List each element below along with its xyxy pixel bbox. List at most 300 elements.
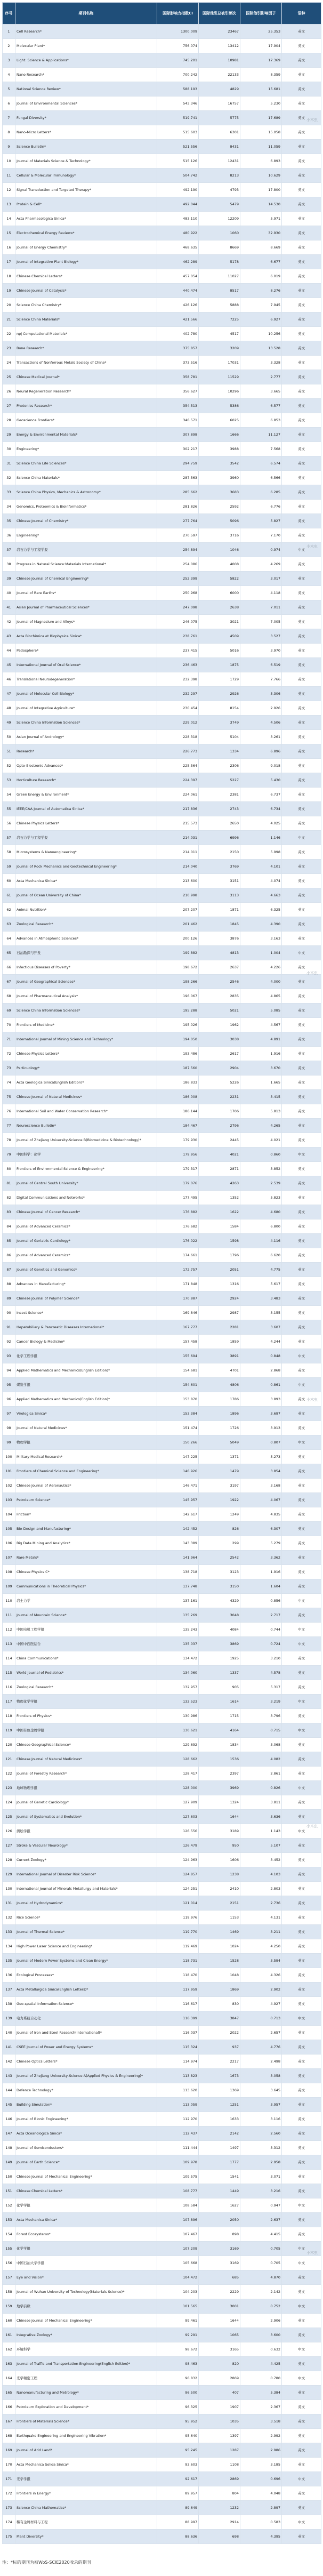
row-rank: 122 (3, 1767, 15, 1781)
row-impact-factor: 2.560 (240, 2126, 282, 2141)
row-ci-index: 151.474 (157, 1421, 199, 1435)
row-journal-name: Chinese Physics Letters* (15, 1047, 157, 1061)
table-row (3, 1162, 321, 1176)
row-ci-index: 375.857 (157, 341, 199, 356)
row-impact-factor: 6.893 (240, 154, 282, 168)
table-row (3, 1349, 321, 1363)
table-row (3, 2126, 321, 2141)
row-rank: 30 (3, 442, 15, 456)
table-row (3, 687, 321, 701)
row-rank: 174 (3, 2515, 15, 2530)
table-row (3, 975, 321, 989)
row-citations: 3847 (199, 2011, 240, 2026)
row-citations: 1706 (199, 1104, 240, 1119)
row-citations: 3197 (199, 1479, 240, 1493)
row-impact-factor: 2.861 (240, 1767, 282, 1781)
row-journal-name: Cellular & Molecular Immunology* (15, 168, 157, 183)
row-journal-name: Journal of Integrative Agriculture* (15, 701, 157, 716)
row-ci-index: 176.882 (157, 1205, 199, 1219)
row-language: 英文 (282, 442, 321, 456)
row-rank: 61 (3, 888, 15, 903)
row-rank: 113 (3, 1637, 15, 1651)
table-row (3, 629, 321, 644)
row-language: 英文 (282, 1479, 321, 1493)
row-language: 英文 (282, 1291, 321, 1306)
row-impact-factor: 3.185 (240, 2458, 282, 2472)
row-journal-name: Photonics Research* (15, 399, 157, 413)
row-journal-name: Fungal Diversity* (15, 111, 157, 125)
row-impact-factor: 1.146 (240, 831, 282, 845)
row-language: 英文 (282, 2400, 321, 2414)
row-language: 英文 (282, 586, 321, 600)
row-impact-factor: 5.998 (240, 845, 282, 860)
row-impact-factor: 0.752 (240, 2299, 282, 2314)
row-impact-factor: 0.715 (240, 1723, 282, 1738)
row-language: 英文 (282, 2055, 321, 2069)
row-rank: 86 (3, 1248, 15, 1263)
row-impact-factor: 4.118 (240, 586, 282, 600)
row-citations: 1397 (199, 2429, 240, 2443)
row-rank: 138 (3, 1997, 15, 2011)
journal-ranking-table (2, 2, 321, 2544)
row-ci-index: 113.620 (157, 2083, 199, 2098)
table-row (3, 831, 321, 845)
row-rank: 154 (3, 2227, 15, 2242)
row-ci-index: 99.291 (157, 2328, 199, 2342)
header-citations: 国际他引总被引频次 (199, 3, 240, 25)
row-language: 中文 (282, 1781, 321, 1795)
row-journal-name: Science Bulletin* (15, 140, 157, 154)
row-rank: 119 (3, 1723, 15, 1738)
row-language: 英文 (282, 82, 321, 97)
row-rank: 111 (3, 1608, 15, 1623)
row-language: 英文 (282, 370, 321, 384)
row-citations: 3716 (199, 528, 240, 543)
table-row (3, 1133, 321, 1147)
row-journal-name: Cell Research* (15, 25, 157, 39)
row-citations: 905 (199, 1680, 240, 1695)
row-journal-name: Digital Communications and Networks* (15, 1191, 157, 1205)
row-journal-name: Chinese Journal of Aeronautics* (15, 1479, 157, 1493)
row-impact-factor: 5.384 (240, 2386, 282, 2400)
row-citations: 2869 (199, 2371, 240, 2386)
row-language: 英文 (282, 572, 321, 586)
watermark: 小木虫 (306, 118, 318, 122)
row-impact-factor: 0.861 (240, 1378, 282, 1392)
row-rank: 18 (3, 269, 15, 284)
row-impact-factor: 6.776 (240, 500, 282, 514)
row-ci-index: 198.672 (157, 960, 199, 975)
row-ci-index: 194.050 (157, 1032, 199, 1047)
row-journal-name: Journal of Integrative Plant Biology* (15, 255, 157, 269)
row-ci-index: 113.823 (157, 2069, 199, 2083)
row-impact-factor: 8.669 (240, 240, 282, 255)
row-impact-factor: 0.947 (240, 2198, 282, 2213)
table-row (3, 1666, 321, 1680)
row-citations: 1584 (199, 1219, 240, 1234)
row-language: 英文 (282, 960, 321, 975)
table-row (3, 2530, 321, 2544)
row-ci-index: 155.694 (157, 1349, 199, 1363)
row-ci-index: 95.640 (157, 2429, 199, 2443)
row-journal-name: Building Simulation* (15, 2098, 157, 2112)
row-rank: 83 (3, 1205, 15, 1219)
row-ci-index: 109.575 (157, 2170, 199, 2184)
row-rank: 126 (3, 1824, 15, 1839)
row-citations: 1644 (199, 1810, 240, 1824)
row-language: 英文 (282, 1392, 321, 1407)
row-citations: 2229 (199, 2285, 240, 2299)
table-row (3, 2112, 321, 2126)
table-row (3, 1407, 321, 1421)
row-rank: 14 (3, 212, 15, 226)
row-ci-index: 195.026 (157, 1018, 199, 1032)
row-rank: 158 (3, 2285, 15, 2299)
row-impact-factor: 5.971 (240, 212, 282, 226)
row-rank: 99 (3, 1435, 15, 1450)
row-journal-name: Journal of Zhejiang University-Science B(Biomedicine & Biotechnology)* (15, 1133, 157, 1147)
row-rank: 149 (3, 2155, 15, 2170)
row-impact-factor: 3.796 (240, 1709, 282, 1723)
row-journal-name: Applied Mathematics and Mechanics(English Edition)* (15, 1392, 157, 1407)
row-impact-factor: 2.986 (240, 2443, 282, 2458)
row-impact-factor: 4.835 (240, 1507, 282, 1522)
table-row (3, 802, 321, 816)
row-language: 英文 (282, 97, 321, 111)
row-rank: 175 (3, 2530, 15, 2544)
table-row (3, 1277, 321, 1291)
table-header-row (3, 3, 321, 25)
row-ci-index: 179.317 (157, 1162, 199, 1176)
table-row (3, 1968, 321, 1983)
row-journal-name: Petroleum Science* (15, 1493, 157, 1507)
row-language: 英文 (282, 111, 321, 125)
row-language: 中文 (282, 2371, 321, 2386)
row-rank: 13 (3, 197, 15, 212)
row-journal-name: Chinese Physics Letters* (15, 816, 157, 831)
row-language: 英文 (282, 989, 321, 1004)
row-language: 英文 (282, 802, 321, 816)
row-citations: 1875 (199, 658, 240, 672)
row-ci-index: 210.998 (157, 888, 199, 903)
row-impact-factor: 2.868 (240, 1363, 282, 1378)
row-ci-index: 111.444 (157, 2141, 199, 2155)
row-journal-name: Neuroscience Bulletin* (15, 1119, 157, 1133)
row-citations: 4813 (199, 946, 240, 960)
row-rank: 76 (3, 1104, 15, 1119)
row-language: 英文 (282, 2083, 321, 2098)
row-journal-name: Science China Materials* (15, 312, 157, 327)
row-ci-index: 254.894 (157, 543, 199, 557)
row-journal-name: Journal of Traffic and Transportation Engineering(English Edition)* (15, 2357, 157, 2371)
row-language: 英文 (282, 1666, 321, 1680)
row-language: 英文 (282, 2227, 321, 2242)
row-impact-factor: 3.854 (240, 1464, 282, 1479)
row-citations: 1536 (199, 1752, 240, 1767)
row-ci-index: 285.662 (157, 485, 199, 500)
row-impact-factor: 10.256 (240, 327, 282, 341)
row-language: 英文 (282, 1767, 321, 1781)
table-row (3, 960, 321, 975)
row-language: 中文 (282, 1723, 321, 1738)
row-rank: 85 (3, 1234, 15, 1248)
row-ci-index: 250.968 (157, 586, 199, 600)
row-journal-name: Chinese Journal of Catalysis* (15, 284, 157, 298)
row-citations: 2410 (199, 1882, 240, 1896)
row-journal-name: Journal of Thermal Science* (15, 1925, 157, 1939)
row-impact-factor: 1.604 (240, 1579, 282, 1594)
row-journal-name: Frontiers of Environmental Science & Engineering* (15, 1162, 157, 1176)
row-journal-name: Integrative Zoology* (15, 2328, 157, 2342)
row-language: 中文 (282, 1349, 321, 1363)
row-ci-index: 119.976 (157, 1911, 199, 1925)
row-rank: 156 (3, 2256, 15, 2270)
row-impact-factor: 4.082 (240, 1752, 282, 1767)
row-rank: 57 (3, 831, 15, 845)
row-rank: 168 (3, 2429, 15, 2443)
table-row (3, 1882, 321, 1896)
row-rank: 102 (3, 1479, 15, 1493)
row-ci-index: 468.635 (157, 240, 199, 255)
table-row (3, 1824, 321, 1839)
row-impact-factor: 5.273 (240, 1450, 282, 1464)
row-journal-name: Neural Regeneration Research* (15, 384, 157, 399)
row-journal-name: Virologica Sinica* (15, 1407, 157, 1421)
table-row (3, 442, 321, 456)
table-row (3, 2386, 321, 2400)
row-impact-factor: 8.359 (240, 68, 282, 82)
row-citations: 685 (199, 2270, 240, 2285)
row-impact-factor: 2.142 (240, 2285, 282, 2299)
row-citations: 5775 (199, 111, 240, 125)
row-citations: 3969 (199, 1781, 240, 1795)
row-ci-index: 89.649 (157, 2501, 199, 2515)
table-row (3, 97, 321, 111)
row-impact-factor: 13.528 (240, 341, 282, 356)
row-journal-name: Frontiers of Physics* (15, 1709, 157, 1723)
table-row (3, 903, 321, 917)
row-impact-factor: 3.163 (240, 932, 282, 946)
row-journal-name: Acta Biochimica et Biophysica Sinica* (15, 629, 157, 644)
row-language: 英文 (282, 1493, 321, 1507)
table-row (3, 500, 321, 514)
table-row (3, 2242, 321, 2256)
row-citations: 3169 (199, 2256, 240, 2270)
table-row (3, 1464, 321, 1479)
table-row (3, 946, 321, 960)
row-journal-name: High Power Laser Science and Engineering* (15, 1939, 157, 1954)
row-ci-index: 237.415 (157, 644, 199, 658)
row-ci-index: 114.974 (157, 2055, 199, 2069)
row-language: 英文 (282, 2170, 321, 2184)
row-journal-name: Frontiers of Materials Science* (15, 2414, 157, 2429)
row-ci-index: 187.560 (157, 1061, 199, 1076)
row-citations: 1644 (199, 2314, 240, 2328)
row-ci-index: 521.556 (157, 140, 199, 154)
row-language: 英文 (282, 2155, 321, 2170)
row-language: 英文 (282, 658, 321, 672)
row-ci-index: 92.617 (157, 2472, 199, 2486)
table-row (3, 25, 321, 39)
row-journal-name: Science China Information Sciences* (15, 1004, 157, 1018)
row-citations: 2650 (199, 816, 240, 831)
table-row (3, 2472, 321, 2486)
row-citations: 3048 (199, 1608, 240, 1623)
row-language: 中文 (282, 831, 321, 845)
row-rank: 171 (3, 2472, 15, 2486)
row-ci-index: 700.242 (157, 68, 199, 82)
row-citations: 8213 (199, 168, 240, 183)
table-row (3, 1018, 321, 1032)
row-citations: 820 (199, 2357, 240, 2371)
row-journal-name: 光学精密工程 (15, 2371, 157, 2386)
row-citations: 5016 (199, 644, 240, 658)
table-row (3, 1608, 321, 1623)
row-rank: 140 (3, 2026, 15, 2040)
table-row (3, 298, 321, 312)
row-citations: 2987 (199, 1306, 240, 1320)
table-row (3, 917, 321, 932)
row-language: 英文 (282, 860, 321, 874)
row-rank: 77 (3, 1119, 15, 1133)
row-ci-index: 157.458 (157, 1335, 199, 1349)
row-journal-name: Nano Research* (15, 68, 157, 82)
row-impact-factor: 2.803 (240, 1882, 282, 1896)
row-citations: 1845 (199, 917, 240, 932)
row-journal-name: Petroleum Exploration and Development* (15, 2400, 157, 2414)
table-row (3, 1032, 321, 1047)
watermark: 小木虫 (306, 1398, 318, 1402)
table-row (3, 1925, 321, 1939)
row-rank: 8 (3, 125, 15, 140)
row-ci-index: 214.011 (157, 845, 199, 860)
row-rank: 133 (3, 1925, 15, 1939)
row-journal-name: Acta Mechanica Solida Sinica* (15, 2458, 157, 2472)
row-impact-factor: 6.566 (240, 471, 282, 485)
row-citations: 1786 (199, 1392, 240, 1407)
row-citations: 2743 (199, 802, 240, 816)
row-language: 英文 (282, 2429, 321, 2443)
row-impact-factor: 4.891 (240, 1032, 282, 1047)
row-citations: 937 (199, 2040, 240, 2055)
row-language: 英文 (282, 1263, 321, 1277)
row-rank: 33 (3, 485, 15, 500)
row-impact-factor: 1.916 (240, 1047, 282, 1061)
row-ci-index: 229.012 (157, 716, 199, 730)
row-language: 英文 (282, 2126, 321, 2141)
row-ci-index: 95.245 (157, 2443, 199, 2458)
row-language: 英文 (282, 255, 321, 269)
row-rank: 16 (3, 240, 15, 255)
row-language: 英文 (282, 888, 321, 903)
row-ci-index: 142.617 (157, 1507, 199, 1522)
table-row (3, 2299, 321, 2314)
row-language: 英文 (282, 1407, 321, 1421)
row-journal-name: Molecular Plant* (15, 39, 157, 53)
row-rank: 165 (3, 2386, 15, 2400)
row-language: 英文 (282, 1565, 321, 1579)
table-row (3, 2227, 321, 2242)
row-rank: 98 (3, 1421, 15, 1435)
row-impact-factor: 2.539 (240, 1176, 282, 1191)
row-ci-index: 116.617 (157, 1997, 199, 2011)
row-ci-index: 153.384 (157, 1407, 199, 1421)
row-citations: 2638 (199, 600, 240, 615)
table-row (3, 557, 321, 572)
row-ci-index: 238.761 (157, 629, 199, 644)
row-journal-name: Ecological Processes* (15, 1968, 157, 1983)
table-row (3, 1191, 321, 1205)
row-ci-index: 745.201 (157, 53, 199, 68)
table-row (3, 456, 321, 471)
row-journal-name: Forest Ecosystems* (15, 2227, 157, 2242)
row-rank: 141 (3, 2040, 15, 2055)
row-journal-name: 稀有金属材料与工程 (15, 2515, 157, 2530)
row-rank: 167 (3, 2414, 15, 2429)
row-citations: 1249 (199, 1507, 240, 1522)
row-citations: 1528 (199, 1954, 240, 1968)
row-ci-index: 246.075 (157, 615, 199, 629)
row-rank: 101 (3, 1464, 15, 1479)
header-impact-factor: 国际他引影响因子 (240, 3, 282, 25)
row-citations: 4008 (199, 557, 240, 572)
row-citations: 1232 (199, 2501, 240, 2515)
row-citations: 4263 (199, 1176, 240, 1191)
row-rank: 40 (3, 586, 15, 600)
row-impact-factor: 1.916 (240, 1565, 282, 1579)
row-journal-name: 物理学报 (15, 1435, 157, 1450)
row-rank: 29 (3, 428, 15, 442)
row-citations: 3113 (199, 888, 240, 903)
row-journal-name: 中国中西医结合 (15, 1637, 157, 1651)
row-citations: 2835 (199, 989, 240, 1004)
row-ci-index: 96.832 (157, 2371, 199, 2386)
row-ci-index: 172.757 (157, 1263, 199, 1277)
row-impact-factor: 4.775 (240, 1263, 282, 1277)
row-ci-index: 119.770 (157, 1925, 199, 1939)
row-ci-index: 124.251 (157, 1882, 199, 1896)
row-citations: 3021 (199, 615, 240, 629)
row-impact-factor: 4.506 (240, 716, 282, 730)
row-journal-name: Journal of Semiconductors* (15, 2141, 157, 2155)
row-journal-name: Research* (15, 744, 157, 759)
row-ci-index: 167.777 (157, 1320, 199, 1335)
row-ci-index: 252.399 (157, 572, 199, 586)
row-impact-factor: 3.071 (240, 2170, 282, 2184)
row-journal-name: Bio-Design and Manufacturing* (15, 1522, 157, 1536)
row-language: 中文 (282, 1623, 321, 1637)
row-citations: 1922 (199, 1493, 240, 1507)
row-language: 英文 (282, 1680, 321, 1695)
header-language: 语种 (282, 3, 321, 25)
row-journal-name: Geo-spatial Information Science* (15, 1997, 157, 2011)
row-journal-name: Journal of Ocean University of China* (15, 888, 157, 903)
row-language: 英文 (282, 2184, 321, 2198)
row-impact-factor: 14.530 (240, 197, 282, 212)
row-citations: 2914 (199, 2515, 240, 2530)
table-row (3, 2458, 321, 2472)
table-row (3, 255, 321, 269)
row-citations: 1777 (199, 2155, 240, 2170)
row-journal-name: Nano-Micro Letters* (15, 125, 157, 140)
table-row (3, 399, 321, 413)
row-rank: 132 (3, 1911, 15, 1925)
row-rank: 53 (3, 773, 15, 788)
row-journal-name: Protein & Cell* (15, 197, 157, 212)
row-ci-index: 171.848 (157, 1277, 199, 1291)
row-impact-factor: 3.362 (240, 1551, 282, 1565)
row-journal-name: IEEE/CAA Journal of Automatica Sinica* (15, 802, 157, 816)
